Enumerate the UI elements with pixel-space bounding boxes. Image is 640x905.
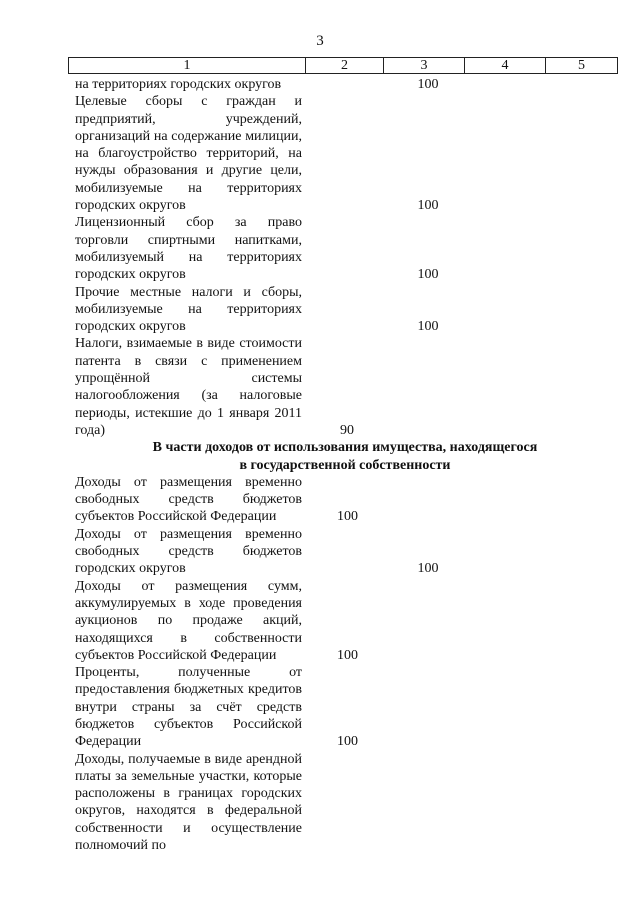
page-number: 3	[316, 33, 324, 49]
row-description: на территориях городских округов	[75, 77, 282, 92]
section-heading-line-1: В части доходов от использования имущества, находящегося	[152, 440, 538, 456]
row-description: Доходы, получаемые в виде арендной платы за земельные участки, которые расположены в границах городских округов, находятся в федеральной собственности и осуществление полномочий по	[75, 751, 302, 854]
row-description: Налоги, взимаемые в виде стоимости патента в связи с применением упрощённой системы налогообложения (за налоговые периоды, истекшие до 1 января 2011 года)	[75, 336, 302, 438]
column-header-row	[68, 57, 618, 74]
table-row	[75, 335, 615, 439]
section-heading	[75, 439, 615, 474]
table-row	[75, 93, 615, 214]
table-row	[75, 76, 615, 93]
column-header-3: 3	[384, 58, 465, 74]
table-row	[75, 578, 615, 664]
row-value-col2: 90	[340, 422, 354, 438]
row-description: Лицензионный сбор за право торговли спиртными напитками, мобилизуемый на территориях городских округов	[75, 215, 302, 283]
row-value-col2: 100	[337, 647, 358, 663]
column-header-2: 2	[306, 58, 384, 74]
table-row	[75, 751, 615, 855]
row-value-col2: 100	[337, 509, 358, 525]
row-description: Доходы от размещения сумм, аккумулируемых в ходе проведения аукционов по продаже акций, находящихся в собственности субъектов Российской Федерации	[75, 578, 302, 663]
row-value-col3: 100	[417, 77, 439, 92]
column-header-4: 4	[465, 58, 546, 74]
section-heading-line-2: в государственной собственности	[239, 457, 451, 473]
row-value-col3: 100	[417, 198, 439, 214]
row-value-col2: 100	[337, 734, 358, 750]
column-header-1: 1	[69, 58, 306, 74]
row-description: Доходы от размещения временно свободных средств бюджетов городских округов	[75, 526, 302, 577]
row-description: Целевые сборы с граждан и предприятий, учреждений, организаций на содержание милиции, на благоустройство территорий, на нужды образования и другие цели, мобилизуемые на территориях городских округов	[75, 94, 302, 214]
row-description: Проценты, полученные от предоставления бюджетных кредитов внутри страны за счёт средств бюджетов субъектов Российской Федерации	[75, 665, 302, 750]
table-body	[75, 76, 615, 854]
table-row	[75, 214, 615, 283]
table-row	[75, 284, 615, 336]
row-value-col3: 100	[417, 319, 439, 335]
row-description: Доходы от размещения временно свободных средств бюджетов субъектов Российской Федерации	[75, 474, 302, 525]
row-value-col3: 100	[417, 561, 439, 577]
row-description: Прочие местные налоги и сборы, мобилизуемые на территориях городских округов	[75, 284, 302, 335]
table-row	[75, 664, 615, 750]
column-header-5: 5	[546, 58, 618, 74]
table-row	[75, 526, 615, 578]
table-row	[75, 474, 615, 526]
row-value-col3: 100	[417, 267, 439, 283]
